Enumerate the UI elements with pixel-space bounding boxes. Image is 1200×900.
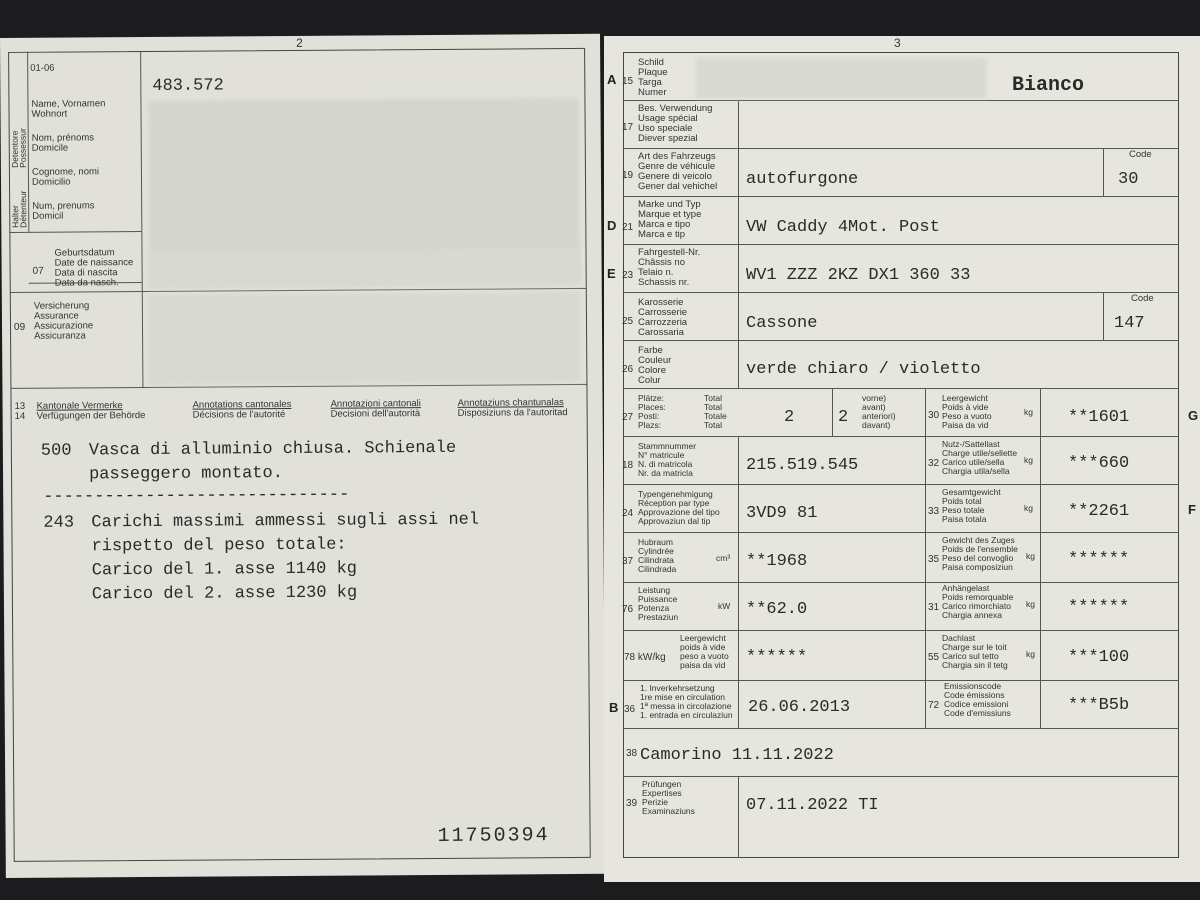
name-label-rm: Num, prenums Domicil xyxy=(32,200,95,222)
page-number: 2 xyxy=(295,35,303,50)
chassis-label: Fahrgestell-Nr. Châssis no Telaio n. Schassis nr. xyxy=(638,247,701,288)
field-letter: E xyxy=(607,266,616,281)
body-value: Cassone xyxy=(746,314,818,333)
holder-label-rm: Possessur xyxy=(17,128,28,168)
seats-label: Plätze: Places: Posti: Plazs: xyxy=(638,393,666,430)
body-label: Karosserie Carrosserie Carrozzeria Carossaria xyxy=(638,297,688,338)
color-value: verde chiaro / violetto xyxy=(746,360,981,379)
field-number: 25 xyxy=(622,316,634,327)
code-label: Code xyxy=(1129,149,1152,160)
redacted-birth-date xyxy=(147,248,579,289)
note-separator: ------------------------------ xyxy=(43,485,350,507)
field-number: 36 xyxy=(624,704,636,715)
date-code: 01-06 xyxy=(30,62,55,74)
displacement-label: Hubraum Cylindrée Cilindrata Cilindrada xyxy=(638,537,677,574)
issue-place-date-value: Camorino 11.11.2022 xyxy=(640,746,834,765)
seats-total-label: Total Total Totale Total xyxy=(704,393,727,430)
annotations-label-rm: Annotaziuns chantunalas xyxy=(457,397,564,409)
field-letter: G xyxy=(1188,408,1199,423)
document-page-left xyxy=(0,34,606,878)
note-code: 500 xyxy=(40,441,72,461)
special-use-label: Bes. Verwendung Usage spécial Uso speciale Diever spezial xyxy=(638,103,713,144)
field-number: 38 xyxy=(626,748,638,759)
name-label-de: Name, Vornamen Wohnort xyxy=(31,98,106,120)
matricule-label: Stammnummer N° matricule N. di matricola Nr. da matricla xyxy=(638,441,697,478)
field-number: 31 xyxy=(928,602,940,613)
displacement-value: **1968 xyxy=(746,552,808,571)
field-number: 39 xyxy=(626,798,638,809)
annotations-label-it: Annotazioni cantonali xyxy=(330,398,421,410)
note-text: Vasca di alluminio chiusa. Schienale xyxy=(88,438,457,461)
first-registration-label: 1. Inverkehrsetzung 1re mise en circulation 1ª messa in circolazione 1. entrada en circulaziun xyxy=(640,683,733,720)
field-number: 18 xyxy=(622,460,634,471)
field-letter: B xyxy=(609,700,619,715)
empty-weight-label: Leergewicht Poids à vide Peso a vuoto Paisa da vid xyxy=(942,393,992,430)
holder-label-it: Detentore xyxy=(9,130,20,168)
matricule-value: 215.519.545 xyxy=(746,456,859,475)
field-number: 23 xyxy=(622,270,634,281)
field-number: 78 kW/kg xyxy=(624,652,666,663)
chassis-value: WV1 ZZZ 2KZ DX1 360 33 xyxy=(746,266,971,285)
field-number: 21 xyxy=(622,222,634,233)
field-number: 19 xyxy=(622,170,634,181)
redacted-plate xyxy=(696,58,986,98)
unit-label: cm³ xyxy=(716,553,731,563)
vehicle-type-code: 30 xyxy=(1118,170,1139,189)
body-code: 147 xyxy=(1114,314,1145,333)
first-registration-value: 26.06.2013 xyxy=(748,698,851,717)
field-number: 37 xyxy=(622,556,634,567)
field-number: 35 xyxy=(928,554,940,565)
name-label-fr: Nom, prénoms Domicile xyxy=(31,132,95,154)
train-weight-label: Gewicht des Zuges Poids de l'ensemble Peso del convoglio Paisa composiziun xyxy=(942,535,1018,572)
payload-label: Nutz-/Sattellast Charge utile/sellette Carico utile/sella Chargia utila/sella xyxy=(942,439,1018,476)
unit-label: kW xyxy=(718,601,731,611)
towing-load-label: Anhängelast Poids remorquable Carico rimorchiato Chargia annexa xyxy=(942,583,1014,620)
note-text: Carico del 1. asse 1140 kg xyxy=(91,559,358,581)
seats-front-label: vorne) avant) anteriori) davant) xyxy=(862,393,896,430)
seats-total-value: 2 xyxy=(784,408,795,427)
redacted-insurance xyxy=(148,292,581,385)
color-label: Farbe Couleur Colore Colur xyxy=(638,345,672,386)
insurance-label: Versicherung Assurance Assicurazione Assicuranza xyxy=(33,300,94,342)
train-weight-value: ****** xyxy=(1068,550,1130,569)
type-approval-label: Typengenehmigung Réception par type Approvazione del tipo Approvaziun dal tip xyxy=(638,489,720,526)
field-number: 30 xyxy=(928,410,940,421)
roof-load-label: Dachlast Charge sur le toit Carico sul tetto Chargia sin il tetg xyxy=(942,633,1008,670)
field-number: 33 xyxy=(928,506,940,517)
unit-label: kg xyxy=(1026,551,1035,561)
power-weight-value: ****** xyxy=(746,648,808,667)
unit-label: kg xyxy=(1026,649,1035,659)
document-page-right xyxy=(604,36,1200,882)
holder-label-de: Halter xyxy=(10,205,21,228)
plate-color-value: Bianco xyxy=(1012,74,1085,97)
field-number: 24 xyxy=(622,508,634,519)
authority-label-de: Verfügungen der Behörde xyxy=(36,409,146,422)
unit-label: kg xyxy=(1026,599,1035,609)
note-text: passeggero montato. xyxy=(88,464,283,485)
inspections-label: Prüfungen Expertises Perizie Examinaziuns xyxy=(642,779,695,816)
holder-number: 483.572 xyxy=(152,76,224,96)
seats-front-value: 2 xyxy=(838,408,849,427)
empty-weight-value: **1601 xyxy=(1068,408,1130,427)
make-type-value: VW Caddy 4Mot. Post xyxy=(746,218,940,237)
field-number: 07 xyxy=(32,265,44,277)
authority-label-fr: Décisions de l'autorité xyxy=(192,409,286,421)
field-number: 17 xyxy=(622,122,634,133)
field-number: 09 xyxy=(13,321,26,333)
plate-label: Schild Plaque Targa Numer xyxy=(638,57,668,98)
field-number: 76 xyxy=(622,604,634,615)
total-weight-value: **2261 xyxy=(1068,502,1130,521)
birth-date-label: Geburtsdatum Date de naissance Data di nascita Data da nasch. xyxy=(54,247,134,289)
inspections-value: 07.11.2022 TI xyxy=(746,796,879,815)
authority-label-it: Decisioni dell'autorità xyxy=(330,408,421,420)
field-number: 72 xyxy=(928,700,940,711)
total-weight-label: Gesamtgewicht Poids total Peso totale Paisa totala xyxy=(942,487,1001,524)
type-approval-value: 3VD9 81 xyxy=(746,504,818,523)
field-letter: F xyxy=(1188,502,1196,517)
field-number: 26 xyxy=(622,364,634,375)
emissions-code-label: Emissionscode Code émissions Codice emissioni Code d'emissiuns xyxy=(944,681,1011,718)
name-label-it: Cognome, nomi Domicilio xyxy=(31,166,100,188)
code-label: Code xyxy=(1131,293,1154,304)
vehicle-type-label: Art des Fahrzeugs Genre de véhicule Genere di veicolo Gener dal vehichel xyxy=(638,151,718,192)
unit-label: kg xyxy=(1024,503,1033,513)
roof-load-value: ***100 xyxy=(1068,648,1130,667)
payload-value: ***660 xyxy=(1068,454,1130,473)
field-letter: A xyxy=(607,72,617,87)
document-serial: 11750394 xyxy=(437,824,550,848)
power-weight-label: Leergewicht poids à vide peso a vuoto paisa da vid xyxy=(680,633,729,670)
page-number: 3 xyxy=(894,36,901,50)
power-label: Leistung Puissance Potenza Prestaziun xyxy=(638,585,679,622)
field-number: 55 xyxy=(928,652,940,663)
note-text: rispetto del peso totale: xyxy=(91,535,347,557)
field-number: 13 14 xyxy=(14,400,26,422)
vehicle-type-value: autofurgone xyxy=(746,170,859,189)
note-text: Carichi massimi ammessi sugli assi nel xyxy=(91,510,480,533)
note-text: Carico del 2. asse 1230 kg xyxy=(91,583,358,605)
annotations-label-de: Kantonale Vermerke xyxy=(36,400,123,412)
field-letter: D xyxy=(607,218,617,233)
authority-label-rm: Disposiziuns da l'autoritad xyxy=(457,407,568,419)
field-number: 15 xyxy=(622,76,634,87)
towing-load-value: ****** xyxy=(1068,598,1130,617)
field-number: 32 xyxy=(928,458,940,469)
power-value: **62.0 xyxy=(746,600,808,619)
emissions-code-value: ***B5b xyxy=(1068,696,1130,715)
annotations-label-fr: Annotations cantonales xyxy=(192,398,292,411)
unit-label: kg xyxy=(1024,455,1033,465)
holder-label-fr: Détenteur xyxy=(18,190,29,228)
make-type-label: Marke und Typ Marque et type Marca e tipo Marca e tip xyxy=(638,199,702,240)
field-number: 27 xyxy=(622,412,634,423)
unit-label: kg xyxy=(1024,407,1033,417)
note-code: 243 xyxy=(43,513,75,533)
